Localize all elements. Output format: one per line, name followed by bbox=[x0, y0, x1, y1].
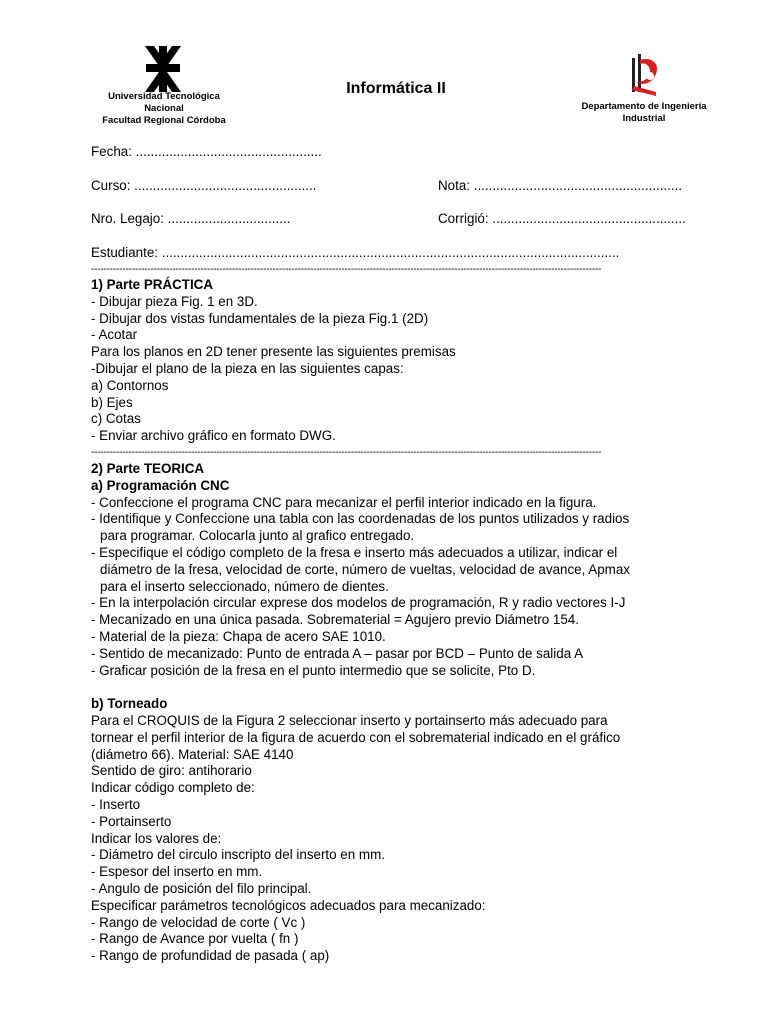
torneado-line: Sentido de giro: antihorario bbox=[91, 763, 252, 779]
cnc-line: - Graficar posición de la fresa en el punto intermedio que se solicite, Pto D. bbox=[91, 662, 536, 678]
teorica-heading: 2) Parte TEORICA bbox=[91, 461, 205, 476]
cnc-line: para el inserto seleccionado, número de dientes. bbox=[100, 578, 389, 594]
practica-heading: 1) Parte PRÁCTICA bbox=[91, 277, 214, 292]
separator-line: ------------------------------------------------------------------------------------------------------------------------------------------------------------------- bbox=[91, 447, 602, 458]
university-line-1: Universidad Tecnológica bbox=[108, 91, 220, 102]
torneado-line: - Angulo de posición del filo principal. bbox=[91, 880, 312, 896]
legajo-field: Nro. Legajo: ................................. bbox=[91, 211, 291, 226]
torneado-line: tornear el perfil interior de la figura de acuerdo con el sobrematerial indicado en el gráfico bbox=[91, 729, 621, 745]
torneado-line: Especificar parámetros tecnológicos adecuados para mecanizado: bbox=[91, 897, 486, 913]
torneado-line: - Portainserto bbox=[91, 813, 172, 829]
practica-line: - Acotar bbox=[91, 327, 138, 343]
university-line-3: Facultad Regional Córdoba bbox=[102, 115, 226, 126]
cnc-line: diámetro de la fresa, velocidad de corte, número de vueltas, velocidad de avance, Apmax bbox=[100, 561, 630, 577]
practica-line: c) Cotas bbox=[91, 411, 141, 427]
cnc-line: para programar. Colocarla junto al grafico entregado. bbox=[100, 528, 415, 544]
torneado-line: - Rango de Avance por vuelta ( fn ) bbox=[91, 931, 299, 947]
curso-field: Curso: ................................................. bbox=[91, 178, 317, 193]
cnc-line: - Material de la pieza: Chapa de acero SAE 1010. bbox=[91, 628, 386, 644]
practica-line: - Dibujar dos vistas fundamentales de la pieza Fig.1 (2D) bbox=[91, 310, 429, 326]
cnc-line: - Identifique y Confeccione una tabla con las coordenadas de los puntos utilizados y radios bbox=[91, 511, 630, 527]
torneado-line: (diámetro 66). Material: SAE 4140 bbox=[91, 746, 294, 762]
torneado-line: - Inserto bbox=[91, 796, 141, 812]
page-title: Informática II bbox=[346, 80, 446, 97]
nota-field: Nota: ........................................................ bbox=[438, 178, 683, 193]
cnc-line: - Sentido de mecanizado: Punto de entrada A – pasar por BCD – Punto de salida A bbox=[91, 645, 584, 661]
torneado-line: - Rango de profundidad de pasada ( ap) bbox=[91, 948, 330, 964]
torneado-line: - Espesor del inserto en mm. bbox=[91, 864, 263, 880]
torneado-line: Indicar los valores de: bbox=[91, 830, 222, 846]
practica-line: - Dibujar pieza Fig. 1 en 3D. bbox=[91, 293, 258, 309]
cnc-heading: a) Programación CNC bbox=[91, 477, 230, 493]
estudiante-field: Estudiante: ........................................................................................................................... bbox=[91, 245, 620, 260]
corrigio-field: Corrigió: .................................................... bbox=[438, 211, 686, 226]
university-line-2: Nacional bbox=[144, 103, 184, 114]
torneado-line: Para el CROQUIS de la Figura 2 seleccionar inserto y portainserto más adecuado para bbox=[91, 712, 608, 728]
cnc-line: - Especifique el código completo de la fresa e inserto más adecuados a utilizar, indicar el bbox=[91, 544, 618, 560]
cnc-line: - Mecanizado en una única pasada. Sobrematerial = Agujero previo Diámetro 154. bbox=[91, 612, 579, 628]
department-line-1: Departamento de Ingeniería bbox=[581, 101, 707, 112]
practica-line: b) Ejes bbox=[91, 394, 133, 410]
spacer bbox=[91, 679, 736, 696]
torneado-line: Indicar código completo de: bbox=[91, 780, 255, 796]
torneado-heading: b) Torneado bbox=[91, 696, 168, 712]
cnc-line: - Confeccione el programa CNC para mecanizar el perfil interior indicado en la figura. bbox=[91, 494, 597, 510]
practica-line: -Dibujar el plano de la pieza en las siguientes capas: bbox=[91, 360, 404, 376]
utn-logo-icon bbox=[143, 46, 183, 92]
fecha-field: Fecha: .................................................. bbox=[91, 144, 322, 159]
practica-section bbox=[91, 277, 736, 445]
department-line-2: Industrial bbox=[622, 113, 666, 124]
cnc-line: - En la interpolación circular exprese dos modelos de programación, R y radio vectores I-J bbox=[91, 595, 626, 611]
torneado-line: - Rango de velocidad de corte ( Vc ) bbox=[91, 914, 306, 930]
department-logo-icon bbox=[626, 52, 662, 98]
torneado-line: - Diámetro del circulo inscripto del inserto en mm. bbox=[91, 847, 385, 863]
teorica-section bbox=[91, 461, 736, 965]
practica-line: Para los planos en 2D tener presente las siguientes premisas bbox=[91, 344, 456, 360]
department-name bbox=[563, 101, 725, 125]
practica-line: a) Contornos bbox=[91, 377, 169, 393]
university-name bbox=[88, 91, 240, 127]
separator-line: ------------------------------------------------------------------------------------------------------------------------------------------------------------------- bbox=[91, 264, 602, 275]
practica-line: - Enviar archivo gráfico en formato DWG. bbox=[91, 428, 336, 444]
